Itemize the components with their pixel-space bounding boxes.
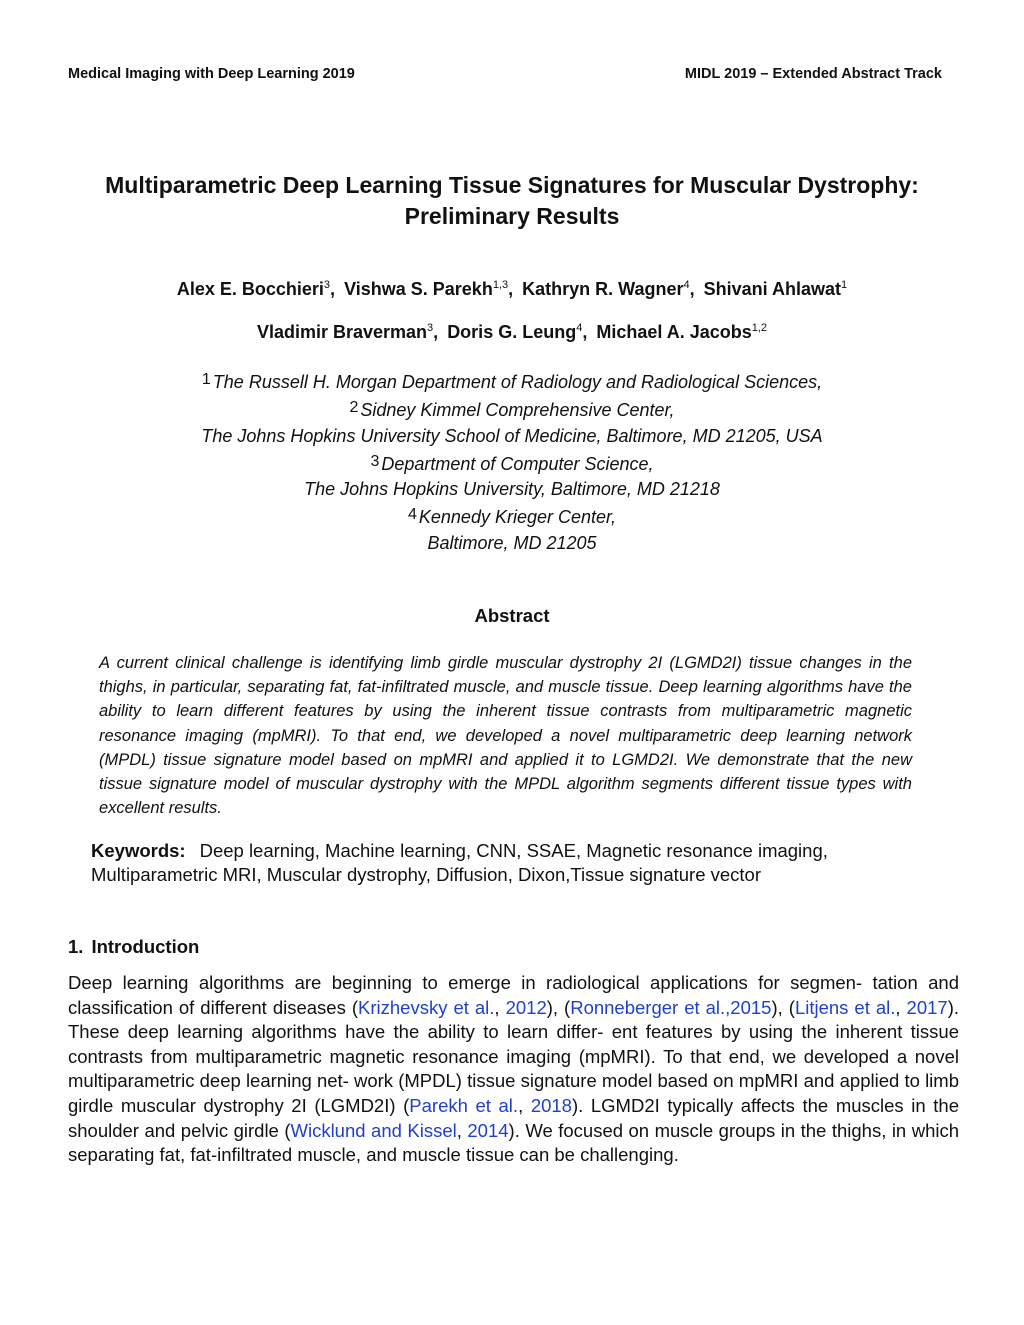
keywords-label: Keywords: bbox=[91, 840, 186, 861]
citation-link[interactable]: Parekh et al. bbox=[409, 1094, 519, 1116]
citation-link[interactable]: Litjens et al. bbox=[794, 996, 896, 1018]
intro-text-run: Deep learning algorithms are beginning to emerge in radiological applications for segmen- tation and classification of different diseases ( bbox=[68, 972, 959, 1018]
header-venue: Medical Imaging with Deep Learning 2019 bbox=[68, 66, 355, 82]
citation-link[interactable]: Wicklund and Kissel bbox=[290, 1119, 457, 1141]
affiliations bbox=[40, 367, 984, 556]
intro-text-run: ). These deep learning algorithms have the ability to learn differ- ent features by using the inherent tissue contrasts from multiparametric magnetic resonance imaging (mpMRI). To that end, we developed a novel multiparametric deep learning net- work (MPDL) tissue signature model based on mpMRI and applied to limb girdle muscular dystrophy 2I (LGMD2I) ( bbox=[68, 996, 960, 1116]
affiliation-3: $^3$ Department of Computer Science, bbox=[370, 452, 654, 474]
section-title: Introduction bbox=[91, 936, 200, 957]
citation-link[interactable]: 2018 bbox=[530, 1094, 572, 1116]
citation-link[interactable]: 2012 bbox=[505, 996, 547, 1018]
author: Michael A. Jacobs$^{1,2}$ bbox=[596, 322, 768, 342]
author: Doris G. Leung$^4$, bbox=[447, 322, 588, 342]
author: Kathryn R. Wagner$^4$, bbox=[522, 279, 695, 299]
title-line-2: Preliminary Results bbox=[404, 203, 620, 229]
intro-text-run: , bbox=[518, 1094, 531, 1116]
author: Vladimir Braverman$^3$, bbox=[256, 322, 439, 342]
intro-text-run: ). We focused on muscle groups in the thighs, in which separating fat, fat-infiltrated muscle, and muscle tissue can be challenging. bbox=[68, 1119, 960, 1166]
intro-text-run: , bbox=[456, 1119, 468, 1141]
author: Shivani Ahlawat$^1$ bbox=[703, 279, 848, 299]
author-line-1 bbox=[40, 279, 984, 300]
author-line-2 bbox=[40, 322, 984, 343]
section-number: 1. bbox=[68, 936, 84, 957]
affiliation-4: $^4$ Kennedy Krieger Center, bbox=[407, 506, 617, 528]
running-header bbox=[68, 66, 942, 82]
affiliation-3-line-2: The Johns Hopkins University, Baltimore, MD 21218 bbox=[304, 479, 720, 500]
citation-link[interactable]: Ronneberger et al.,2015 bbox=[570, 996, 772, 1018]
section-heading-introduction bbox=[68, 936, 199, 958]
intro-text-run: , bbox=[895, 996, 907, 1018]
header-track: MIDL 2019 – Extended Abstract Track bbox=[684, 66, 942, 82]
intro-text-run: ). LGMD2I typically affects the muscles in the shoulder and pelvic girdle ( bbox=[68, 1094, 959, 1141]
affiliation-4-line-2: Baltimore, MD 21205 bbox=[427, 532, 597, 553]
author: Vishwa S. Parekh$^{1,3}$, bbox=[344, 279, 514, 299]
citation-link[interactable]: 2014 bbox=[467, 1119, 509, 1141]
keywords bbox=[91, 839, 941, 887]
introduction-text bbox=[68, 971, 959, 1168]
title-line-1: Multiparametric Deep Learning Tissue Signatures for Muscular Dystrophy: bbox=[105, 172, 919, 198]
intro-text-run: ), ( bbox=[771, 996, 795, 1018]
intro-text-run: ), ( bbox=[546, 996, 571, 1018]
citation-link[interactable]: Krizhevsky et al. bbox=[358, 996, 495, 1018]
keywords-text: Deep learning, Machine learning, CNN, SSAE, Magnetic resonance imaging, Multiparametric MRI, Muscular dystrophy, Diffusion, Dixon,Tissue signature vector bbox=[91, 840, 828, 885]
intro-text-run: , bbox=[494, 996, 506, 1018]
abstract-text: A current clinical challenge is identifying limb girdle muscular dystrophy 2I (LGMD2I) tissue changes in the thighs, in particular, separating fat, fat-infiltrated muscle, and muscle tissue. Deep learning algorithms have the ability to learn different features by using the inherent tissue contrasts from multiparametric magnetic resonance imaging (mpMRI). To that end, we developed a novel multiparametric deep learning network (MPDL) tissue signature model based on mpMRI and applied it to LGMD2I. We demonstrate that the new tissue signature model of muscular dystrophy with the MPDL algorithm segments different tissue types with excellent results. bbox=[99, 654, 912, 818]
affiliation-2: $^2$ Sidney Kimmel Comprehensive Center, bbox=[349, 399, 675, 421]
paper-title bbox=[40, 170, 984, 232]
affiliation-1: $^1$ The Russell H. Morgan Department of Radiology and Radiological Sciences, bbox=[201, 371, 823, 392]
citation-link[interactable]: 2017 bbox=[906, 996, 948, 1018]
affiliation-2-line-2: The Johns Hopkins University School of Medicine, Baltimore, MD 21205, USA bbox=[201, 425, 823, 446]
author: Alex E. Bocchieri$^3$, bbox=[176, 279, 336, 299]
abstract-heading: Abstract bbox=[474, 605, 550, 626]
